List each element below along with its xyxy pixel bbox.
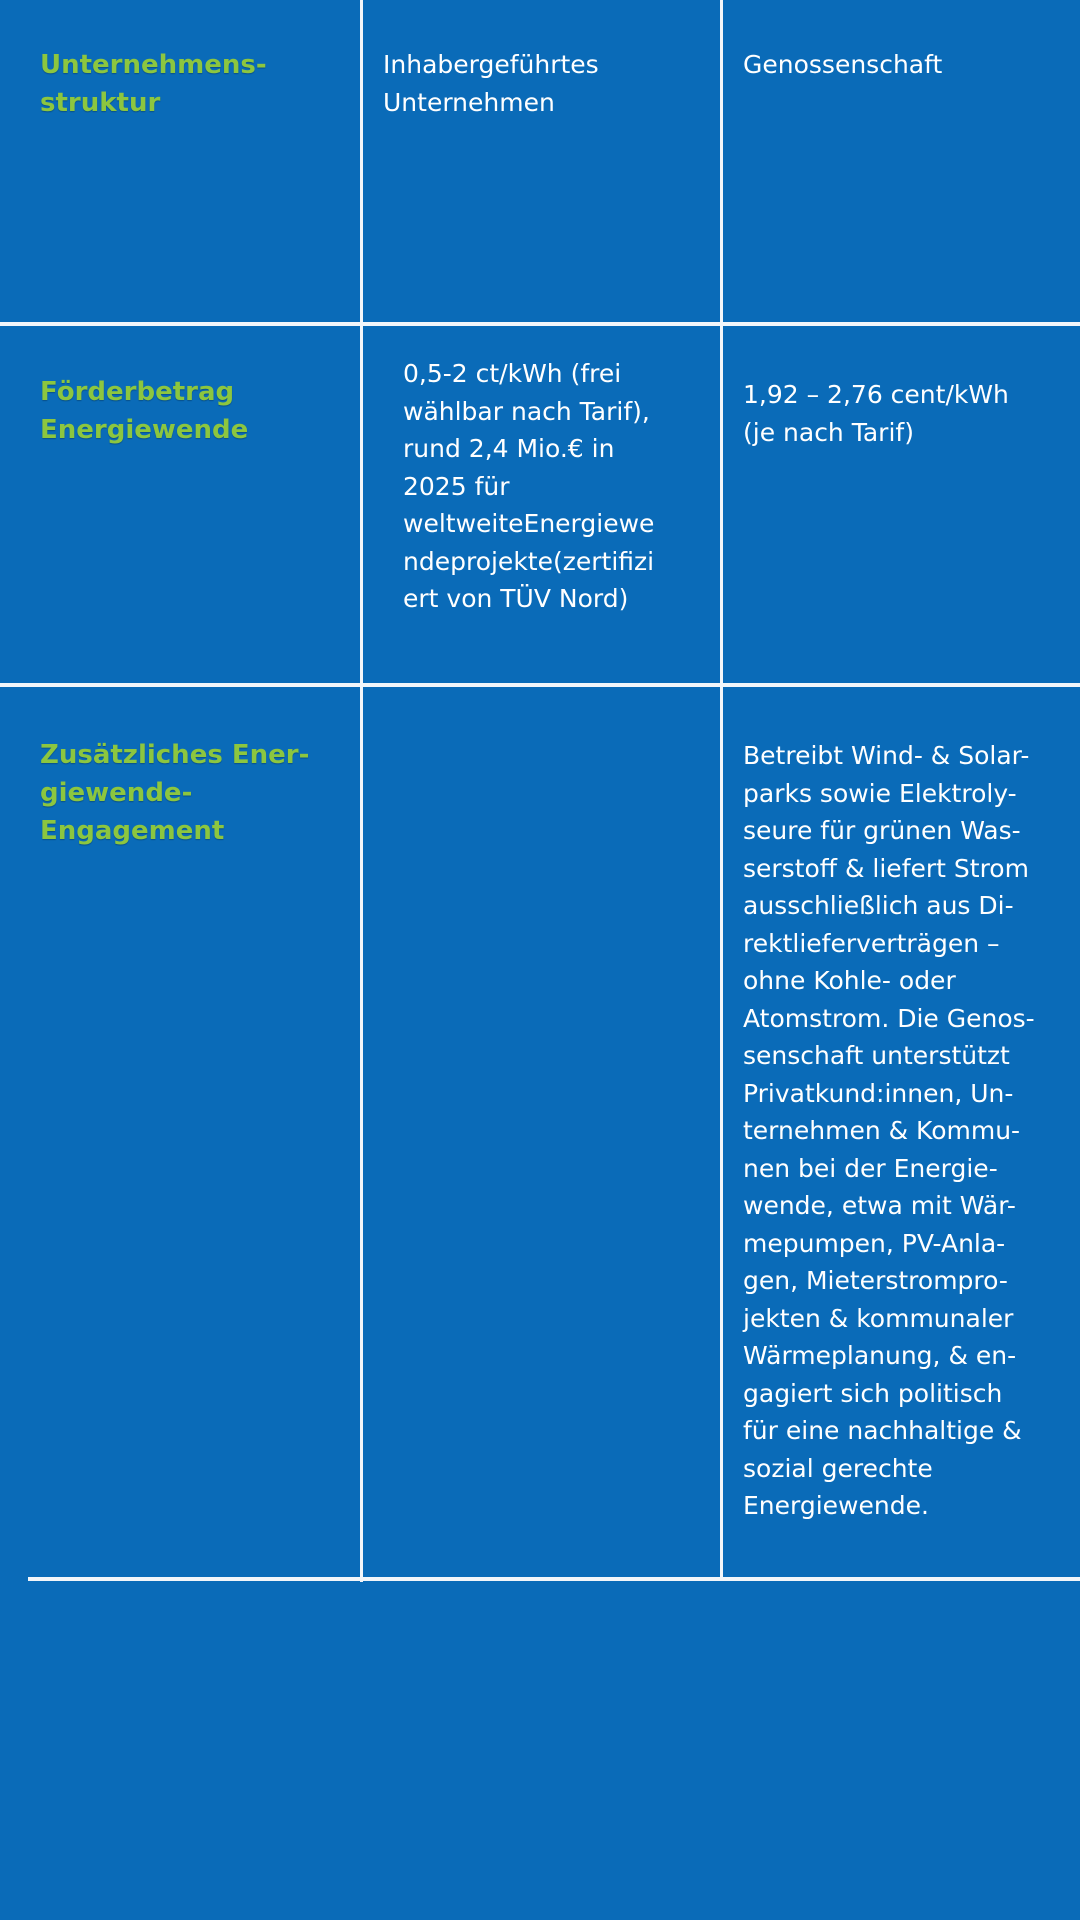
- row-label-foerderbetrag: Förderbetrag Energiewende: [40, 377, 249, 445]
- column-divider-2: [720, 0, 723, 1580]
- column-divider-1: [360, 0, 363, 1582]
- cell-row2-col1: 0,5-2 ct/kWh (frei wählbar nach Tarif), rund 2,4 Mio.€ in 2025 für weltweiteEnergiewe ndeprojekte(zertifizi ert von TÜV Nord): [403, 359, 655, 613]
- cell-row2-col2: 1,92 – 2,76 cent/kWh (je nach Tarif): [743, 380, 1009, 447]
- cell-row1-col2: Genossenschaft: [743, 50, 943, 79]
- row-divider-2: [0, 683, 1080, 687]
- row-label-zusaetzliches-engagement: Zusätzliches Ener- giewende- Engagement: [40, 740, 310, 846]
- row-divider-3: [28, 1577, 1080, 1581]
- cell-row3-col2: Betreibt Wind- & Solar- parks sowie Elektroly- seure für grünen Was- serstoff & liefert Strom ausschließlich aus Di- rektlieferverträgen – ohne Kohle- oder Atomstrom. Die Genos- senschaft unterstützt Privatkund:innen, Un- ternehmen & Kommu- nen bei der Energie- wende, etwa mit Wär- mepumpen, PV-Anla- gen, Mieterstrompro- jekten & kommunaler Wärmeplanung, & en- gagiert sich politisch für eine nachhaltige & sozial gerechte Energiewende.: [743, 741, 1035, 1520]
- cell-row1-col1: Inhabergeführtes Unternehmen: [383, 50, 599, 117]
- row-label-unternehmensstruktur: Unternehmens- struktur: [40, 50, 267, 118]
- row-divider-1: [0, 322, 1080, 326]
